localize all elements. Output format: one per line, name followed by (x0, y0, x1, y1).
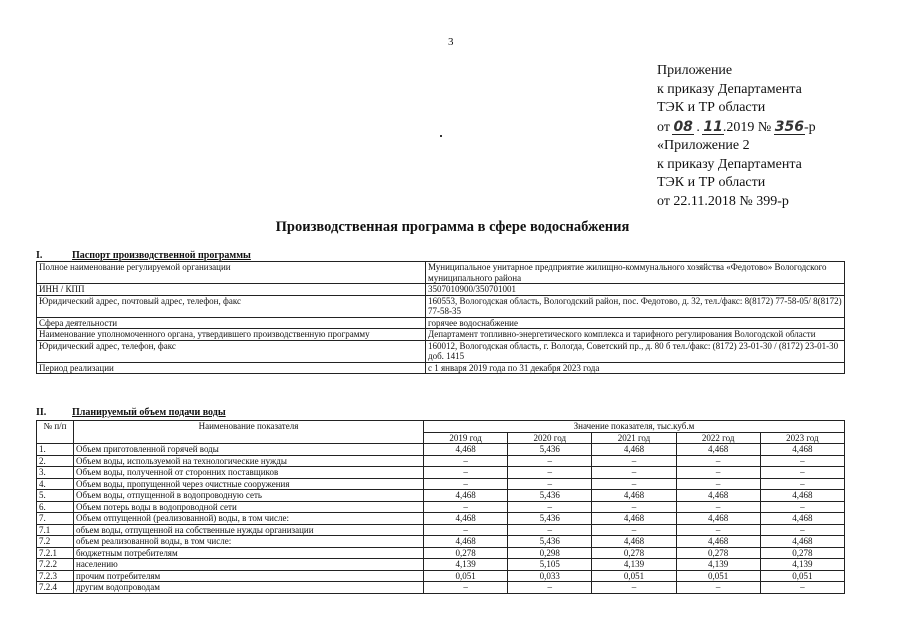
row-name: Объем потерь воды в водопроводной сети (74, 501, 424, 513)
row-value: – (760, 455, 844, 467)
row-value: – (508, 582, 592, 594)
passport-value: 160012, Вологодская область, г. Вологда, Советский пр., д. 80 б тел./факс: (8172) 23-01-30 / (8172) 23-01-30 доб. 1415 (426, 340, 845, 362)
row-value: – (424, 478, 508, 490)
col-header-year: 2020 год (508, 432, 592, 444)
row-value: – (508, 467, 592, 479)
row-number: 5. (37, 490, 74, 502)
row-value: 5,436 (508, 513, 592, 525)
row-value: 4,468 (424, 444, 508, 456)
row-number: 3. (37, 467, 74, 479)
document-title: Производственная программа в сфере водоснабжения (275, 219, 630, 235)
row-name: бюджетным потребителям (74, 547, 424, 559)
row-number: 7.2.3 (37, 570, 74, 582)
appendix-line: «Приложение 2 (657, 138, 750, 153)
row-value: – (760, 582, 844, 594)
passport-key: Юридический адрес, телефон, факс (37, 340, 426, 362)
col-header-year: 2019 год (424, 432, 508, 444)
appendix-block (657, 62, 816, 211)
row-value: – (508, 478, 592, 490)
passport-row (37, 340, 845, 362)
section1-title: Паспорт производственной программы (72, 250, 251, 261)
passport-key: Полное наименование регулируемой организации (37, 262, 426, 284)
row-name: Объем воды, полученной от сторонних поставщиков (74, 467, 424, 479)
order-year-and-no: .2019 № (722, 119, 772, 135)
row-number: 7.2 (37, 536, 74, 548)
row-value: 4,468 (592, 513, 676, 525)
table-row (37, 536, 845, 548)
row-value: – (592, 467, 676, 479)
col-header-value: Значение показателя, тыс.куб.м (424, 421, 845, 433)
passport-row (37, 262, 845, 284)
col-header-year: 2022 год (676, 432, 760, 444)
appendix-line: к приказу Департамента (657, 156, 802, 172)
row-value: 4,139 (676, 559, 760, 571)
row-value: – (424, 524, 508, 536)
col-header-year: 2023 год (760, 432, 844, 444)
row-value: – (676, 478, 760, 490)
row-name: населению (74, 559, 424, 571)
row-value: 5,105 (508, 559, 592, 571)
passport-row (37, 362, 845, 374)
row-number: 1. (37, 444, 74, 456)
section1-heading (36, 250, 251, 261)
row-name: Объем воды, отпущенной в водопроводную сеть (74, 490, 424, 502)
row-value: 0,033 (508, 570, 592, 582)
passport-key: Период реализации (37, 362, 426, 374)
section2-heading (36, 407, 226, 418)
row-value: 0,051 (760, 570, 844, 582)
order-prefix: от (657, 119, 670, 135)
row-value: – (424, 455, 508, 467)
row-value: – (676, 582, 760, 594)
row-value: – (760, 524, 844, 536)
table-row (37, 455, 845, 467)
table-row (37, 582, 845, 594)
row-value: 4,468 (760, 444, 844, 456)
row-value: – (676, 501, 760, 513)
row-value: 5,436 (508, 536, 592, 548)
row-value: – (508, 455, 592, 467)
row-value: 4,468 (592, 490, 676, 502)
order-month-handwritten: 11 (703, 118, 722, 138)
row-value: 4,468 (592, 536, 676, 548)
section2-number: II. (36, 407, 47, 418)
row-name: прочим потребителям (74, 570, 424, 582)
passport-value: горячее водоснабжение (426, 317, 845, 329)
row-value: – (592, 524, 676, 536)
section1-number: I. (36, 250, 43, 261)
row-name: Объем приготовленной горячей воды (74, 444, 424, 456)
passport-value: 160553, Вологодская область, Вологодский район, пос. Федотово, д. 32, тел./факс: 8(8172) 77-58-05/ 8(8172) 77-58-35 (426, 295, 845, 317)
passport-value: Муниципальное унитарное предприятие жилищно-коммунального хозяйства «Федотово» Вологодского муниципального района (426, 262, 845, 284)
row-value: – (676, 467, 760, 479)
row-value: – (508, 501, 592, 513)
order-suffix: -р (804, 119, 816, 135)
passport-row (37, 284, 845, 296)
page-number: 3 (448, 36, 454, 48)
appendix-line: от 22.11.2018 № 399-р (657, 193, 789, 209)
row-value: – (676, 455, 760, 467)
col-header-number: № п/п (37, 421, 74, 444)
row-value: – (424, 582, 508, 594)
row-value: – (424, 467, 508, 479)
row-number: 7.1 (37, 524, 74, 536)
order-number-handwritten: 356 (775, 118, 804, 138)
row-value: 5,436 (508, 490, 592, 502)
row-value: – (508, 524, 592, 536)
row-value: 4,468 (676, 490, 760, 502)
row-value: 0,298 (508, 547, 592, 559)
order-date-line: от 08 . 11.2019 № 356-р (657, 118, 816, 138)
row-value: – (592, 455, 676, 467)
row-value: – (424, 501, 508, 513)
row-value: – (760, 467, 844, 479)
row-number: 7. (37, 513, 74, 525)
col-header-name: Наименование показателя (74, 421, 424, 444)
passport-key: ИНН / КПП (37, 284, 426, 296)
row-name: Объем воды, используемой на технологические нужды (74, 455, 424, 467)
row-value: 5,436 (508, 444, 592, 456)
row-name: Объем отпущенной (реализованной) воды, в том числе: (74, 513, 424, 525)
row-value: 4,139 (592, 559, 676, 571)
row-value: 4,468 (424, 513, 508, 525)
row-value: 0,278 (424, 547, 508, 559)
table-row (37, 547, 845, 559)
table-row (37, 501, 845, 513)
row-number: 6. (37, 501, 74, 513)
row-value: 4,139 (760, 559, 844, 571)
table-row (37, 490, 845, 502)
row-value: 4,139 (424, 559, 508, 571)
table-row (37, 524, 845, 536)
order-day-handwritten: 08 (673, 118, 692, 138)
table-row (37, 513, 845, 525)
table-row (37, 570, 845, 582)
row-value: 0,278 (676, 547, 760, 559)
row-name: объем реализованной воды, в том числе: (74, 536, 424, 548)
row-value: 4,468 (676, 513, 760, 525)
row-number: 4. (37, 478, 74, 490)
passport-value: Департамент топливно-энергетического комплекса и тарифного регулирования Вологодской области (426, 329, 845, 341)
table-row (37, 559, 845, 571)
row-name: объем воды, отпущенной на собственные нужды организации (74, 524, 424, 536)
table-row (37, 467, 845, 479)
passport-key: Наименование уполномоченного органа, утвердившего производственную программу (37, 329, 426, 341)
row-value: 4,468 (592, 444, 676, 456)
passport-row (37, 317, 845, 329)
row-value: 0,051 (592, 570, 676, 582)
passport-row (37, 329, 845, 341)
row-name: Объем воды, пропущенной через очистные сооружения (74, 478, 424, 490)
row-number: 2. (37, 455, 74, 467)
row-value: 0,051 (424, 570, 508, 582)
row-number: 7.2.4 (37, 582, 74, 594)
row-number: 7.2.2 (37, 559, 74, 571)
appendix-line: ТЭК и ТР области (657, 100, 766, 115)
appendix-line: к приказу Департамента (657, 81, 802, 97)
appendix-line: ТЭК и ТР области (657, 175, 766, 190)
row-value: – (592, 501, 676, 513)
col-header-year: 2021 год (592, 432, 676, 444)
row-value: 4,468 (760, 536, 844, 548)
row-value: 4,468 (676, 444, 760, 456)
section2-title: Планируемый объем подачи воды (72, 407, 226, 418)
row-value: 4,468 (760, 513, 844, 525)
table-row (37, 478, 845, 490)
passport-value: 3507010900/350701001 (426, 284, 845, 296)
row-value: – (760, 501, 844, 513)
row-value: 0,278 (760, 547, 844, 559)
passport-row (37, 295, 845, 317)
passport-key: Сфера деятельности (37, 317, 426, 329)
row-value: 0,278 (592, 547, 676, 559)
row-value: – (760, 478, 844, 490)
appendix-line: Приложение (657, 63, 733, 78)
row-value: – (676, 524, 760, 536)
row-value: – (592, 478, 676, 490)
row-value: 4,468 (424, 536, 508, 548)
row-value: – (592, 582, 676, 594)
row-value: 0,051 (676, 570, 760, 582)
water-volume-table (36, 420, 845, 594)
row-value: 4,468 (676, 536, 760, 548)
passport-table (36, 261, 845, 374)
table-row (37, 444, 845, 456)
row-value: 4,468 (760, 490, 844, 502)
row-number: 7.2.1 (37, 547, 74, 559)
passport-key: Юридический адрес, почтовый адрес, телефон, факс (37, 295, 426, 317)
scan-speck (440, 135, 442, 137)
row-name: другим водопроводам (74, 582, 424, 594)
row-value: 4,468 (424, 490, 508, 502)
passport-value: с 1 января 2019 года по 31 декабря 2023 года (426, 362, 845, 374)
